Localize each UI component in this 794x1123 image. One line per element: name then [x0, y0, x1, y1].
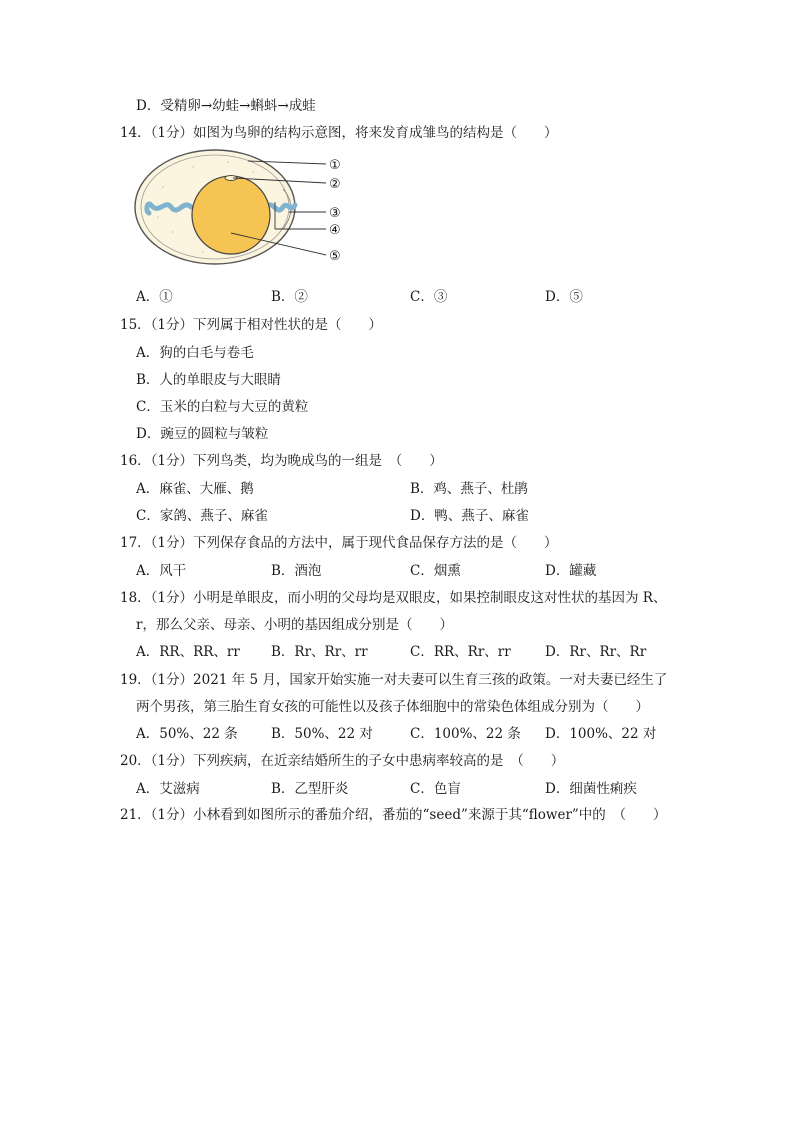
q19-option-a: A．50%、22 条 [136, 726, 238, 742]
diagram-label-3: ③ [329, 206, 341, 221]
diagram-label-5: ⑤ [329, 249, 341, 264]
q19-stem-line1: 19．（1分）2021 年 5 月，国家开始实施一对夫妻可以生育三孩的政策。一对夫妻已经生了 [120, 672, 668, 688]
q18-stem-line2: r，那么父亲、母亲、小明的基因组成分别是（ ） [136, 617, 453, 633]
q14-stem: 14．（1分）如图为鸟卵的结构示意图，将来发育成雏鸟的结构是（ ） [120, 125, 558, 141]
q14-option-a: A．① [136, 289, 173, 305]
q19-stem-line2: 两个男孩，第三胎生育女孩的可能性以及孩子体细胞中的常染色体组成分别为（ ） [136, 699, 649, 715]
q17-stem: 17．（1分）下列保存食品的方法中，属于现代食品保存方法的是（ ） [120, 535, 558, 551]
q18-stem-line1: 18．（1分）小明是单眼皮，而小明的父母均是双眼皮，如果控制眼皮这对性状的基因为 R、 [120, 590, 667, 606]
q20-option-d: D．细菌性痢疾 [545, 781, 637, 797]
q16-option-d: D．鸭、燕子、麻雀 [410, 508, 529, 524]
q19-option-c: C．100%、22 条 [410, 726, 521, 742]
q15-option-a: A．狗的白毛与卷毛 [136, 345, 254, 361]
q17-option-c: C．烟熏 [410, 563, 461, 579]
q18-option-d: D．Rr、Rr、Rr [545, 644, 647, 660]
q18-option-b: B．Rr、Rr、rr [271, 644, 368, 660]
diagram-label-1: ① [329, 158, 341, 173]
q14-option-b: B．② [271, 289, 308, 305]
q18-option-a: A．RR、RR、rr [136, 644, 240, 660]
q21-stem: 21．（1分）小林看到如图所示的番茄介绍，番茄的“seed”来源于其“flower”中的 （ ） [120, 807, 667, 823]
q13-option-d: D．受精卵→幼蛙→蝌蚪→成蛙 [136, 98, 316, 114]
q14-option-c: C．③ [410, 289, 448, 305]
q16-option-b: B．鸡、燕子、杜鹃 [410, 481, 528, 497]
q14-option-d: D．⑤ [545, 289, 583, 305]
q20-option-a: A．艾滋病 [136, 781, 200, 797]
q17-option-a: A．风干 [136, 563, 187, 579]
q19-option-b: B．50%、22 对 [271, 726, 373, 742]
q20-option-b: B．乙型肝炎 [271, 781, 349, 797]
diagram-label-4: ④ [329, 223, 341, 238]
q15-option-b: B．人的单眼皮与大眼睛 [136, 372, 281, 388]
q19-option-d: D．100%、22 对 [545, 726, 657, 742]
q20-option-c: C．色盲 [410, 781, 461, 797]
q16-stem: 16．（1分）下列鸟类，均为晚成鸟的一组是 （ ） [120, 453, 443, 469]
q20-stem: 20．（1分）下列疾病，在近亲结婚所生的子女中患病率较高的是 （ ） [120, 753, 565, 769]
q16-option-a: A．麻雀、大雁、鹅 [136, 481, 254, 497]
diagram-label-2: ② [329, 177, 341, 192]
q16-option-c: C．家鸽、燕子、麻雀 [136, 508, 268, 524]
yolk [192, 176, 270, 254]
q17-option-d: D．罐藏 [545, 563, 597, 579]
q15-option-d: D．豌豆的圆粒与皱粒 [136, 426, 269, 442]
q18-option-c: C．RR、Rr、rr [410, 644, 511, 660]
q15-stem: 15．（1分）下列属于相对性状的是（ ） [120, 317, 383, 333]
q15-option-c: C．玉米的白粒与大豆的黄粒 [136, 399, 309, 415]
q17-option-b: B．酒泡 [271, 563, 322, 579]
bird-egg-diagram [133, 147, 363, 276]
